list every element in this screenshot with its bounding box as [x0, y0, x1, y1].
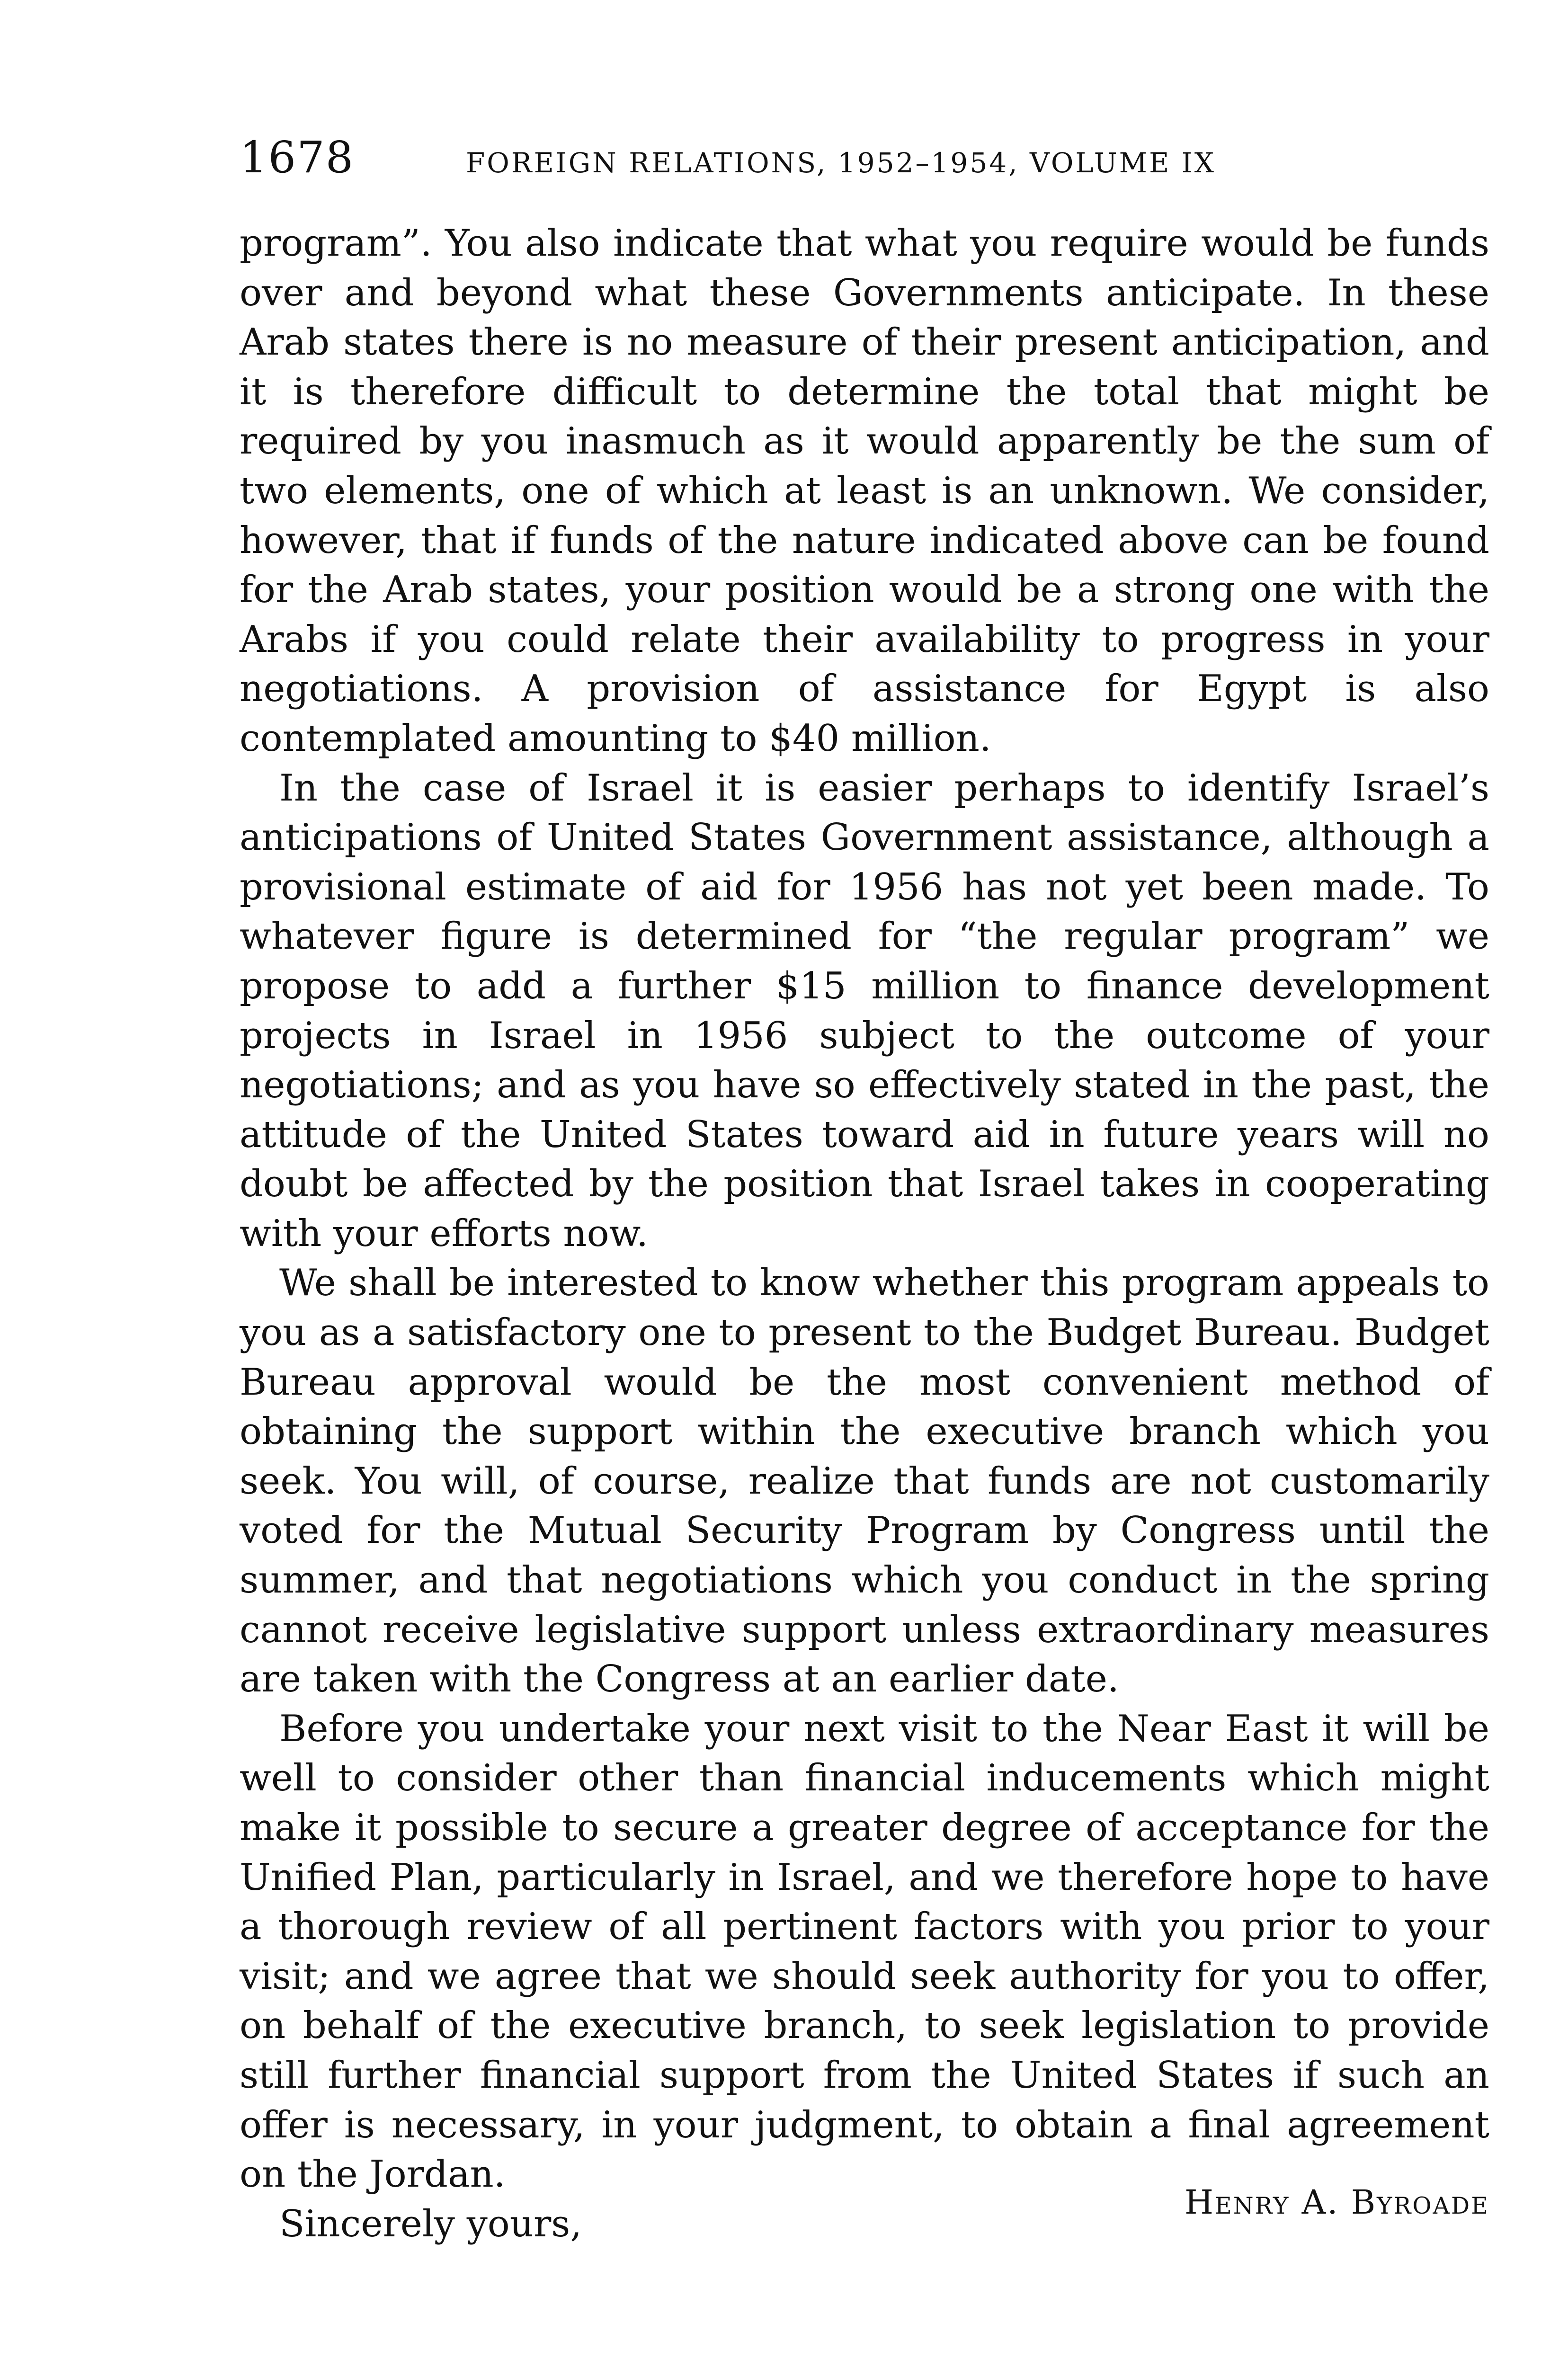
letter-body — [240, 219, 1489, 2249]
signature-name: Henry A. Byroade — [1184, 2183, 1489, 2222]
paragraph-israel-assistance: In the case of Israel it is easier perhaps to identify Israel’s anticipations of United States Government assistance, although a provisional estimate of aid for 1956 has not yet been made. To whatever figure is determined for “the regular program” we propose to add a further $15 million to finance development projects in Israel in 1956 subject to the outcome of your negotiations; and as you have so effectively stated in the past, the attitude of the United States toward aid in future years will no doubt be affected by the position that Israel takes in cooperating with your efforts now. — [240, 766, 1489, 1255]
running-title: FOREIGN RELATIONS, 1952–1954, VOLUME IX — [466, 147, 1216, 179]
paragraph-near-east-visit: Before you undertake your next visit to the Near East it will be well to consider other than financial inducements which might make it possible to secure a greater degree of acceptance for the Unified Plan, particularly in Israel, and we therefore hope to have a thorough review of all pertinent factors with you prior to your visit; and we agree that we should seek authority for you to offer, on behalf of the executive branch, to seek legislation to provide still further financial support from the United States if such an offer is necessary, in your judgment, to obtain a final agreement on the Jordan. — [240, 1707, 1489, 2196]
page-number: 1678 — [240, 132, 355, 183]
paragraph-budget-bureau: We shall be interested to know whether this program appeals to you as a satisfactory one to present to the Budget Bureau. Budget Bureau approval would be the most convenient method of obtaining the support within the executive branch which you seek. You will, of course, realize that funds are not customarily voted for the Mutual Security Program by Congress until the summer, and that negotiations which you conduct in the spring cannot receive legislative support unless extraordinary measures are taken with the Congress at an earlier date. — [240, 1262, 1489, 1701]
running-head — [240, 127, 1376, 193]
paragraph-continued: program”. You also indicate that what you require would be funds over and beyond what these Governments anticipate. In these Arab states there is no measure of their present anticipation, and it is therefore difficult to determine the total that might be required by you inasmuch as it would apparently be the sum of two elements, one of which at least is an unknown. We consider, however, that if funds of the nature indicated above can be found for the Arab states, your position would be a strong one with the Arabs if you could relate their availability to progress in your negotiations. A provision of assistance for Egypt is also contemplated amounting to $40 million. — [240, 222, 1489, 760]
closing-salutation: Sincerely yours, — [279, 2202, 582, 2245]
